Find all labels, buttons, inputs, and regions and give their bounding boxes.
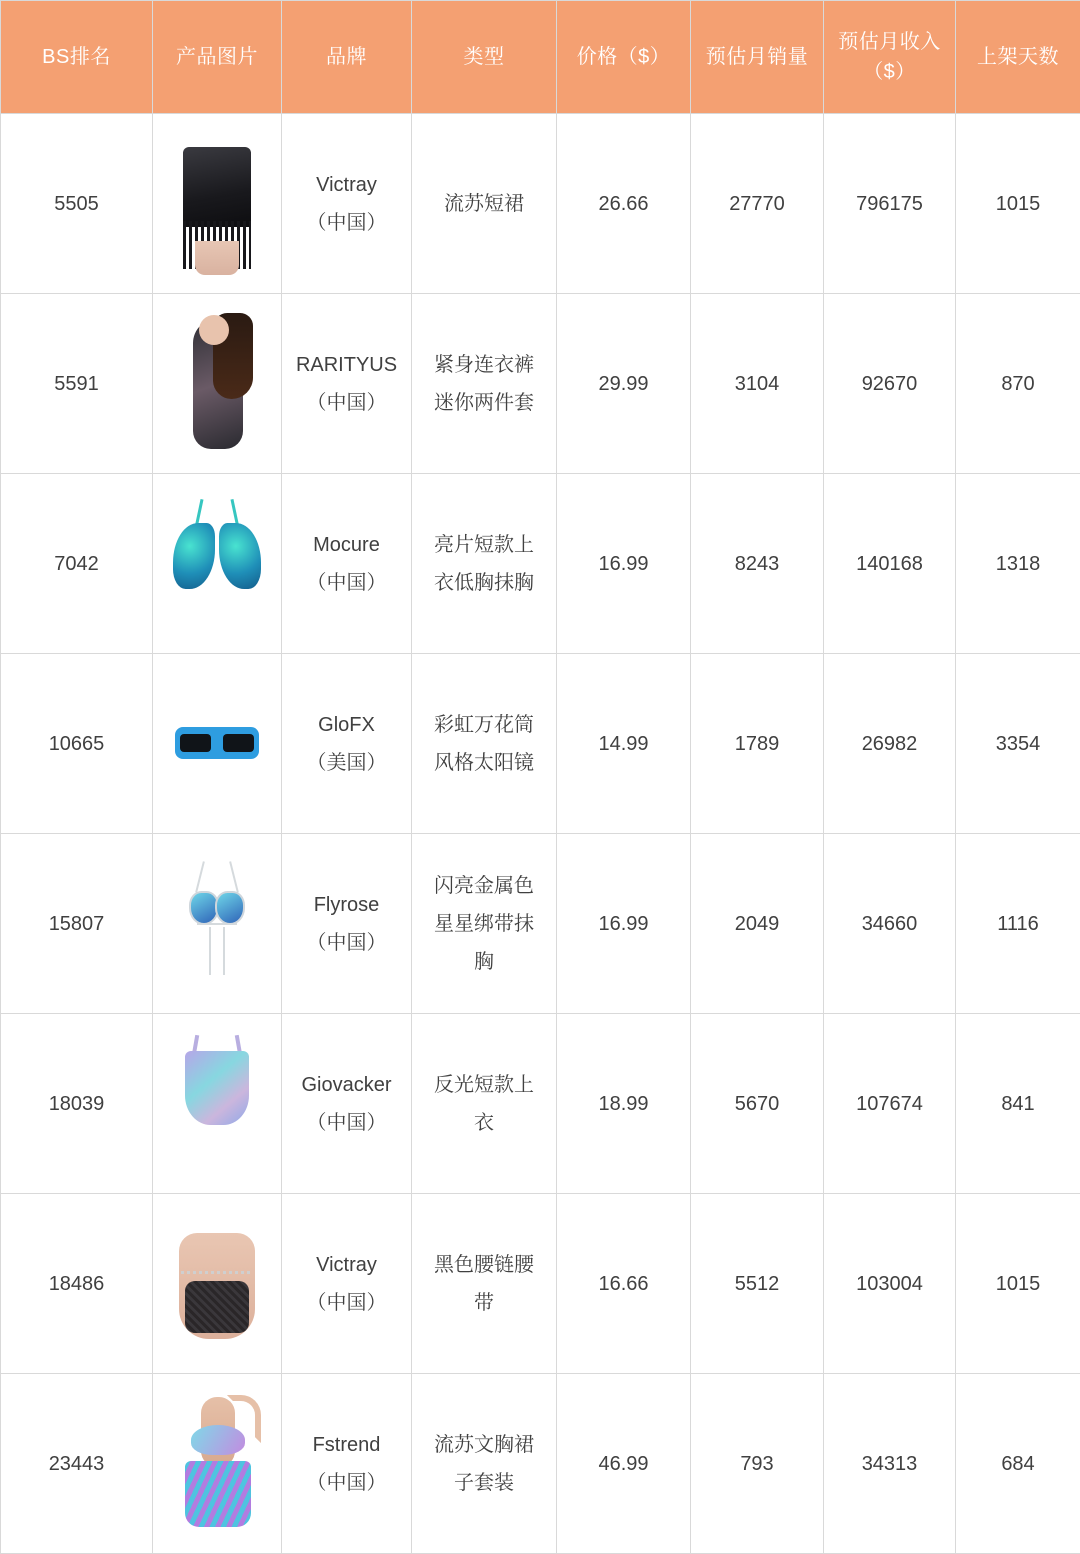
- cell-price: 18.99: [557, 1014, 691, 1194]
- cell-days-listed: 870: [956, 294, 1080, 474]
- cell-monthly-sales: 8243: [691, 474, 824, 654]
- table-row: [1, 654, 1080, 834]
- cell-price: 14.99: [557, 654, 691, 834]
- strap-a: [195, 861, 205, 893]
- cell-image: [153, 1374, 282, 1554]
- table-row: [1, 1374, 1080, 1554]
- brand-country: （中国）: [290, 564, 403, 602]
- cell-monthly-sales: 2049: [691, 834, 824, 1014]
- brand-country: （中国）: [290, 1104, 403, 1142]
- type-line-1: 流苏文胸裙: [420, 1426, 548, 1464]
- cell-days-listed: 1116: [956, 834, 1080, 1014]
- product-image-fringe-bra-skirt-set: [161, 1389, 273, 1539]
- column-header-type: 类型: [412, 1, 557, 114]
- product-thumbnail: [169, 849, 265, 999]
- lens-left: [180, 734, 211, 752]
- cell-rank: 10665: [1, 654, 153, 834]
- sunglasses-frame: [175, 727, 259, 759]
- harness-shape: [187, 861, 247, 981]
- type-line-1: 紧身连衣裤: [420, 346, 548, 384]
- column-header-days-listed: 上架天数: [956, 1, 1080, 114]
- cell-monthly-revenue: 92670: [824, 294, 956, 474]
- product-thumbnail: [169, 309, 265, 459]
- cell-type: [412, 114, 557, 294]
- cell-rank: 15807: [1, 834, 153, 1014]
- product-thumbnail: [169, 489, 265, 639]
- product-image-kaleidoscope-sunglasses: [161, 669, 273, 819]
- cell-price: 16.99: [557, 474, 691, 654]
- brand-name: Fstrend: [290, 1426, 403, 1464]
- cell-price: 16.99: [557, 834, 691, 1014]
- cell-price: 29.99: [557, 294, 691, 474]
- product-thumbnail: [169, 129, 265, 279]
- type-line-2: 衣: [420, 1104, 548, 1142]
- cell-monthly-revenue: 140168: [824, 474, 956, 654]
- type-line-1: 彩虹万花筒: [420, 706, 548, 744]
- column-header-brand: 品牌: [282, 1, 412, 114]
- cell-monthly-revenue: 26982: [824, 654, 956, 834]
- bra-shape: [191, 1425, 245, 1455]
- cell-type: [412, 294, 557, 474]
- table-row: [1, 294, 1080, 474]
- cell-type: [412, 474, 557, 654]
- cell-rank: 5505: [1, 114, 153, 294]
- cell-price: 26.66: [557, 114, 691, 294]
- brand-name: Victray: [290, 166, 403, 204]
- cell-rank: 7042: [1, 474, 153, 654]
- cell-brand: [282, 654, 412, 834]
- brand-name: Giovacker: [290, 1066, 403, 1104]
- type-line-1: 亮片短款上: [420, 526, 548, 564]
- type-line-2: 带: [420, 1284, 548, 1322]
- cell-days-listed: 1015: [956, 114, 1080, 294]
- cell-price: 46.99: [557, 1374, 691, 1554]
- product-image-butterfly-sequin-top: [161, 489, 273, 639]
- brand-name: RARITYUS: [290, 346, 403, 384]
- cell-monthly-sales: 793: [691, 1374, 824, 1554]
- cell-type: [412, 1374, 557, 1554]
- cell-days-listed: 684: [956, 1374, 1080, 1554]
- table-header: [1, 1, 1080, 114]
- cell-days-listed: 3354: [956, 654, 1080, 834]
- brand-name: Flyrose: [290, 886, 403, 924]
- cell-type: [412, 1194, 557, 1374]
- waist-chain-shape: [181, 1271, 253, 1274]
- table-row: [1, 1194, 1080, 1374]
- legs-shape: [195, 241, 239, 275]
- type-line-1: 流苏短裙: [420, 185, 548, 223]
- type-line-3: 胸: [420, 943, 548, 981]
- cell-monthly-revenue: 34660: [824, 834, 956, 1014]
- type-line-1: 闪亮金属色: [420, 867, 548, 905]
- cell-days-listed: 1015: [956, 1194, 1080, 1374]
- product-thumbnail: [169, 1389, 265, 1539]
- brand-country: （中国）: [290, 924, 403, 962]
- cell-monthly-sales: 27770: [691, 114, 824, 294]
- product-image-metallic-star-strap-bra: [161, 849, 273, 999]
- cell-brand: [282, 1194, 412, 1374]
- strap-b: [229, 861, 239, 893]
- cell-days-listed: 841: [956, 1014, 1080, 1194]
- brand-country: （中国）: [290, 1284, 403, 1322]
- column-header-price: 价格（$）: [557, 1, 691, 114]
- product-thumbnail: [169, 669, 265, 819]
- type-line-2: 风格太阳镜: [420, 744, 548, 782]
- cell-rank: 5591: [1, 294, 153, 474]
- product-image-reflective-crop-top: [161, 1029, 273, 1179]
- cell-monthly-revenue: 103004: [824, 1194, 956, 1374]
- table-header-row: [1, 1, 1080, 114]
- cell-type: [412, 1014, 557, 1194]
- column-header-monthly-sales: 预估月销量: [691, 1, 824, 114]
- cell-rank: 18486: [1, 1194, 153, 1374]
- cell-image: [153, 114, 282, 294]
- cell-monthly-revenue: 796175: [824, 114, 956, 294]
- cell-image: [153, 294, 282, 474]
- brand-name: Mocure: [290, 526, 403, 564]
- cell-monthly-revenue: 107674: [824, 1014, 956, 1194]
- cup-right: [215, 891, 245, 925]
- skirt-shape: [183, 147, 251, 227]
- cell-image: [153, 1014, 282, 1194]
- brand-name: GloFX: [290, 706, 403, 744]
- type-line-2: 星星绑带抹: [420, 905, 548, 943]
- brand-country: （中国）: [290, 1464, 403, 1502]
- cell-image: [153, 1194, 282, 1374]
- strap-d: [209, 927, 211, 975]
- table-row: [1, 1014, 1080, 1194]
- cell-image: [153, 474, 282, 654]
- cell-monthly-sales: 1789: [691, 654, 824, 834]
- column-header-image: 产品图片: [153, 1, 282, 114]
- lens-right: [223, 734, 254, 752]
- strap-c: [197, 923, 237, 925]
- butterfly-wing-left: [173, 523, 215, 589]
- product-image-black-waist-chain-belt: [161, 1209, 273, 1359]
- cell-brand: [282, 294, 412, 474]
- type-line-2: 子套装: [420, 1464, 548, 1502]
- brand-country: （中国）: [290, 204, 403, 242]
- table-row: [1, 474, 1080, 654]
- lace-shorts-shape: [185, 1281, 249, 1333]
- product-thumbnail: [169, 1029, 265, 1179]
- cell-type: [412, 654, 557, 834]
- strap-e: [223, 927, 225, 975]
- cell-monthly-sales: 5670: [691, 1014, 824, 1194]
- table-row: [1, 114, 1080, 294]
- face-shape: [199, 315, 229, 345]
- table-body: [1, 114, 1080, 1554]
- brand-country: （美国）: [290, 744, 403, 782]
- type-line-1: 反光短款上: [420, 1066, 548, 1104]
- cell-brand: [282, 1014, 412, 1194]
- cell-brand: [282, 1374, 412, 1554]
- cell-image: [153, 834, 282, 1014]
- type-line-2: 迷你两件套: [420, 384, 548, 422]
- crop-top-shape: [185, 1051, 249, 1125]
- cell-brand: [282, 114, 412, 294]
- brand-country: （中国）: [290, 384, 403, 422]
- butterfly-wing-right: [219, 523, 261, 589]
- cell-days-listed: 1318: [956, 474, 1080, 654]
- table-row: [1, 834, 1080, 1014]
- cell-brand: [282, 474, 412, 654]
- column-header-rank: BS排名: [1, 1, 153, 114]
- cell-monthly-sales: 3104: [691, 294, 824, 474]
- product-image-bodysuit-two-piece: [161, 309, 273, 459]
- cell-rank: 18039: [1, 1014, 153, 1194]
- cell-brand: [282, 834, 412, 1014]
- brand-name: Victray: [290, 1246, 403, 1284]
- product-thumbnail: [169, 1209, 265, 1359]
- cell-monthly-sales: 5512: [691, 1194, 824, 1374]
- product-image-sequin-fringe-skirt: [161, 129, 273, 279]
- cell-monthly-revenue: 34313: [824, 1374, 956, 1554]
- cell-type: [412, 834, 557, 1014]
- cell-price: 16.66: [557, 1194, 691, 1374]
- type-line-2: 衣低胸抹胸: [420, 564, 548, 602]
- skirt-shape: [185, 1461, 251, 1527]
- type-line-1: 黑色腰链腰: [420, 1246, 548, 1284]
- cell-image: [153, 654, 282, 834]
- cell-rank: 23443: [1, 1374, 153, 1554]
- column-header-monthly-revenue: 预估月收入（$）: [824, 1, 956, 114]
